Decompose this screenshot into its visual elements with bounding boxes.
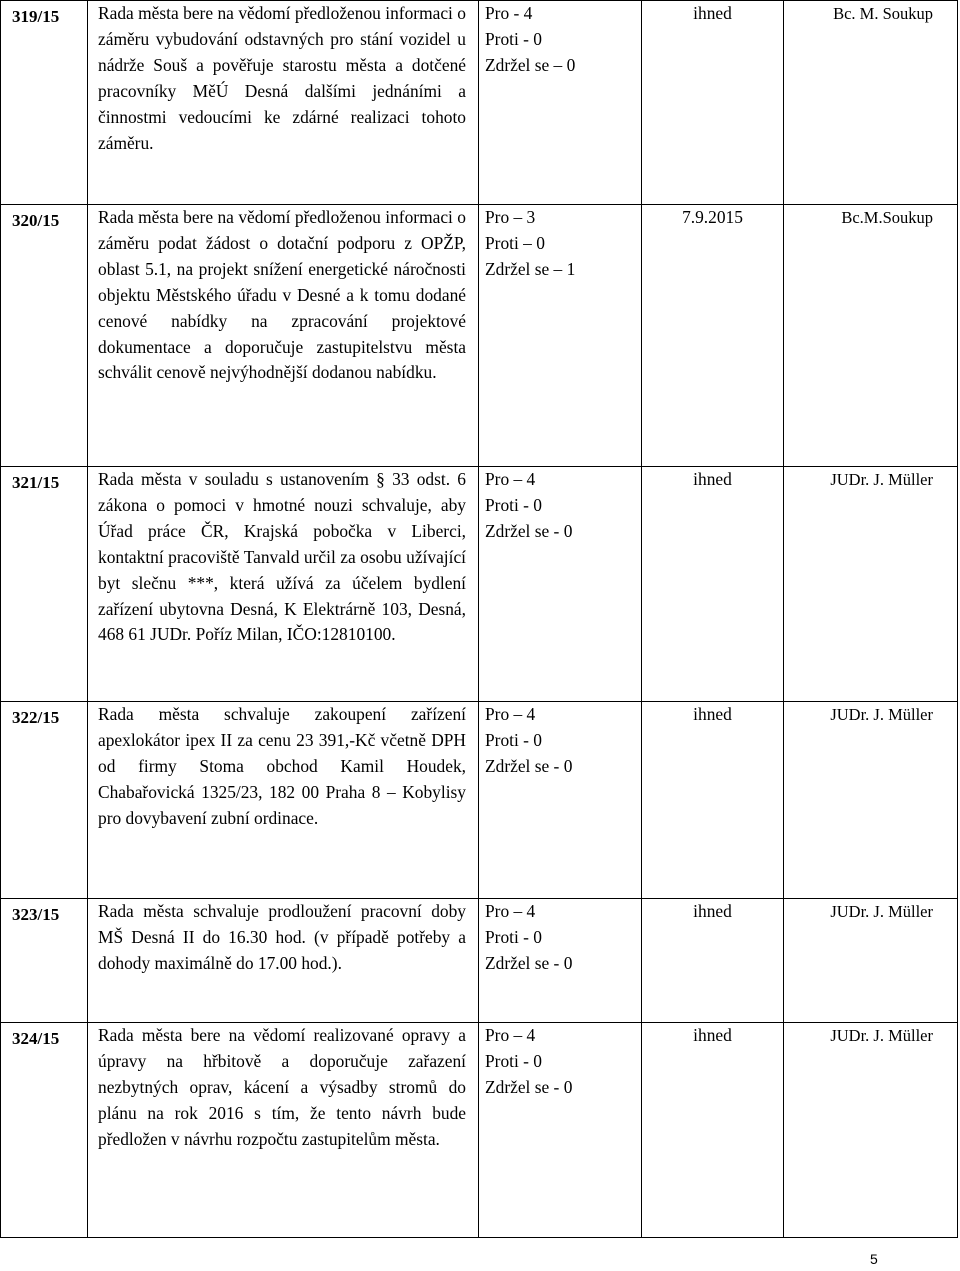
resolution-text: Rada města bere na vědomí předloženou informaci o záměru podat žádost o dotační podporu z OPŽP, oblast 5.1, na projekt snížení energetické náročnosti objektu Městského úřadu v Desné a k tomu dodané cenové nabídky na zpracování projektové dokumentace a doporučuje zastupitelstvu města schválit cenově nejvýhodnější dodanou nabídku. [98,207,466,383]
deadline: ihned [642,467,784,702]
vote-abstain: Zdržel se - 0 [485,952,573,973]
vote-for: Pro – 4 [485,704,536,724]
resolution-row [1,467,958,702]
vote-result [479,1023,642,1238]
vote-for: Pro – 4 [485,901,536,921]
vote-for: Pro - 4 [485,3,533,23]
vote-abstain: Zdržel se – 0 [485,54,576,75]
vote-against: Proti - 0 [485,729,543,750]
resolution-row [1,702,958,899]
vote-result [479,467,642,702]
deadline: 7.9.2015 [642,205,784,467]
deadline: ihned [642,1023,784,1238]
resolution-row [1,899,958,1023]
vote-result [479,702,642,899]
resolution-row [1,1,958,205]
resolution-text-cell [88,702,479,899]
responsible-person: JUDr. J. Müller [784,702,958,899]
responsible-person: JUDr. J. Müller [784,467,958,702]
resolution-number: 319/15 [1,1,88,205]
deadline: ihned [642,899,784,1023]
vote-against: Proti - 0 [485,926,543,947]
resolution-text-cell [88,1023,479,1238]
responsible-person: Bc.M.Soukup [784,205,958,467]
resolution-number: 323/15 [1,899,88,1023]
vote-result [479,205,642,467]
resolution-text: Rada města bere na vědomí realizované opravy a úpravy na hřbitově a doporučuje zařazení nezbytných oprav, kácení a výsadby stromů do plánu na rok 2016 s tím, že tento návrh bude předložen v návrhu rozpočtu zastupitelům města. [98,1025,466,1149]
resolution-text: Rada města schvaluje prodloužení pracovní doby MŠ Desná II do 16.30 hod. (v případě potřeby a dohody maximálně do 17.00 hod.). [98,901,466,973]
responsible-person: JUDr. J. Müller [784,899,958,1023]
resolution-number: 320/15 [1,205,88,467]
vote-against: Proti - 0 [485,28,543,49]
resolution-number: 321/15 [1,467,88,702]
vote-against: Proti - 0 [485,1050,543,1071]
resolution-text-cell [88,899,479,1023]
vote-for: Pro – 4 [485,1025,536,1045]
resolution-text: Rada města v souladu s ustanovením § 33 odst. 6 zákona o pomoci v hmotné nouzi schvaluje, aby Úřad práce ČR, Krajská pobočka v Liberci, kontaktní pracoviště Tanvald určil za osobu užívající byt slečnu ***, která užívá za účelem bydlení zařízení ubytovna Desná, K Elektrárně 103, Desná, 468 61 JUDr. Poříz Milan, IČO:12810100. [98,469,466,645]
resolution-number: 324/15 [1,1023,88,1238]
resolution-number: 322/15 [1,702,88,899]
resolution-text: Rada města schvaluje zakoupení zařízení apexlokátor ipex II za cenu 23 391,-Kč včetně DPH od firmy Stoma obchod Kamil Houdek, Chabařovická 1325/23, 182 00 Praha 8 – Kobylisy pro dovybavení zubní ordinace. [98,704,466,828]
deadline: ihned [642,1,784,205]
vote-result [479,899,642,1023]
vote-result [479,1,642,205]
vote-for: Pro – 4 [485,469,536,489]
vote-abstain: Zdržel se - 0 [485,520,573,541]
resolution-text: Rada města bere na vědomí předloženou informaci o záměru vybudování odstavných pro stání vozidel u nádrže Souš a pověřuje starostu města a dotčené pracovníky MěÚ Desná dalšími jednáními a činnostmi vedoucími ke zdárné realizaci tohoto záměru. [98,3,466,153]
vote-against: Proti – 0 [485,232,545,253]
page-number: 5 [870,1251,878,1267]
responsible-person: JUDr. J. Müller [784,1023,958,1238]
vote-abstain: Zdržel se - 0 [485,1076,573,1097]
vote-for: Pro – 3 [485,207,536,227]
resolution-text-cell [88,1,479,205]
resolution-text-cell [88,205,479,467]
vote-abstain: Zdržel se - 0 [485,755,573,776]
responsible-person: Bc. M. Soukup [784,1,958,205]
resolution-row [1,205,958,467]
deadline: ihned [642,702,784,899]
vote-against: Proti - 0 [485,494,543,515]
resolution-text-cell [88,467,479,702]
resolution-row [1,1023,958,1238]
vote-abstain: Zdržel se – 1 [485,258,576,279]
